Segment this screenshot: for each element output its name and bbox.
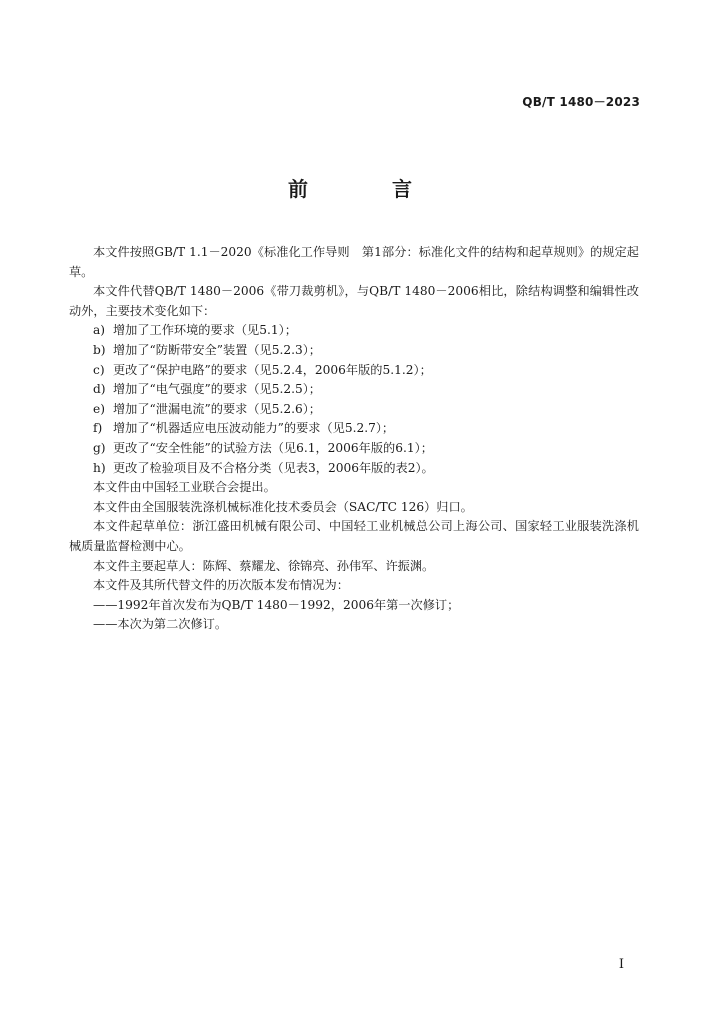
page-number: I [618,957,624,972]
paragraph-history-intro: 本文件及其所代替文件的历次版本发布情况为： [93,578,349,593]
list-marker: g) [93,440,106,455]
list-item [69,419,639,439]
paragraph-proposer: 本文件由中国轻工业联合会提出。 [93,480,276,495]
list-marker: e) [93,401,105,416]
paragraph-drafting-units: 本文件起草单位：浙江盛田机械有限公司、中国轻工业机械总公司上海公司、国家轻工业服装洗涤机械质量监督检测中心。 [69,519,639,553]
history-line: ——1992年首次发布为QB/T 1480－1992，2006年第一次修订； [93,597,460,612]
list-item [69,341,639,361]
changes-list [69,321,639,478]
list-item-text: 增加了“泄漏电流”的要求（见5.2.6）； [113,401,321,416]
list-item-text: 更改了检验项目及不合格分类（见表3，2006年版的表2）。 [113,460,434,475]
list-marker: a) [93,323,106,338]
paragraph-drafters: 本文件主要起草人：陈辉、蔡耀龙、徐锦亮、孙伟军、许振渊。 [93,558,435,573]
list-marker: f) [93,421,103,436]
history-line: ——本次为第二次修订。 [93,617,228,632]
list-item-text: 更改了“保护电路”的要求（见5.2.4，2006年版的5.1.2）； [113,362,432,377]
list-item [69,439,639,459]
list-item-text: 增加了“电气强度”的要求（见5.2.5）； [113,382,321,397]
list-marker: h) [93,460,106,475]
paragraph-replacement: 本文件代替QB/T 1480－2006《带刀裁剪机》，与QB/T 1480－2006相比，除结构调整和编辑性改动外，主要技术变化如下： [69,284,639,318]
list-marker: c) [93,362,105,377]
list-marker: b) [93,342,106,357]
list-item [69,459,639,479]
list-item-text: 增加了“机器适应电压波动能力”的要求（见5.2.7）； [113,421,395,436]
list-item-text: 增加了工作环境的要求（见5.1）； [113,323,297,338]
list-item [69,361,639,381]
standard-code: QB/T 1480－2023 [522,95,640,109]
list-item [69,400,639,420]
paragraph-drafting-basis: 本文件按照GB/T 1.1－2020《标准化工作导则 第1部分：标准化文件的结构和起草规则》的规定起草。 [69,245,639,279]
list-marker: d) [93,382,106,397]
list-item-text: 更改了“安全性能”的试验方法（见6.1，2006年版的6.1）； [113,440,433,455]
foreword-body [69,243,639,635]
list-item-text: 增加了“防断带安全”装置（见5.2.3）； [113,342,321,357]
list-item [69,380,639,400]
page-title: 前 言 [288,177,444,201]
list-item [69,321,639,341]
paragraph-committee: 本文件由全国服装洗涤机械标准化技术委员会（SAC/TC 126）归口。 [93,499,473,514]
